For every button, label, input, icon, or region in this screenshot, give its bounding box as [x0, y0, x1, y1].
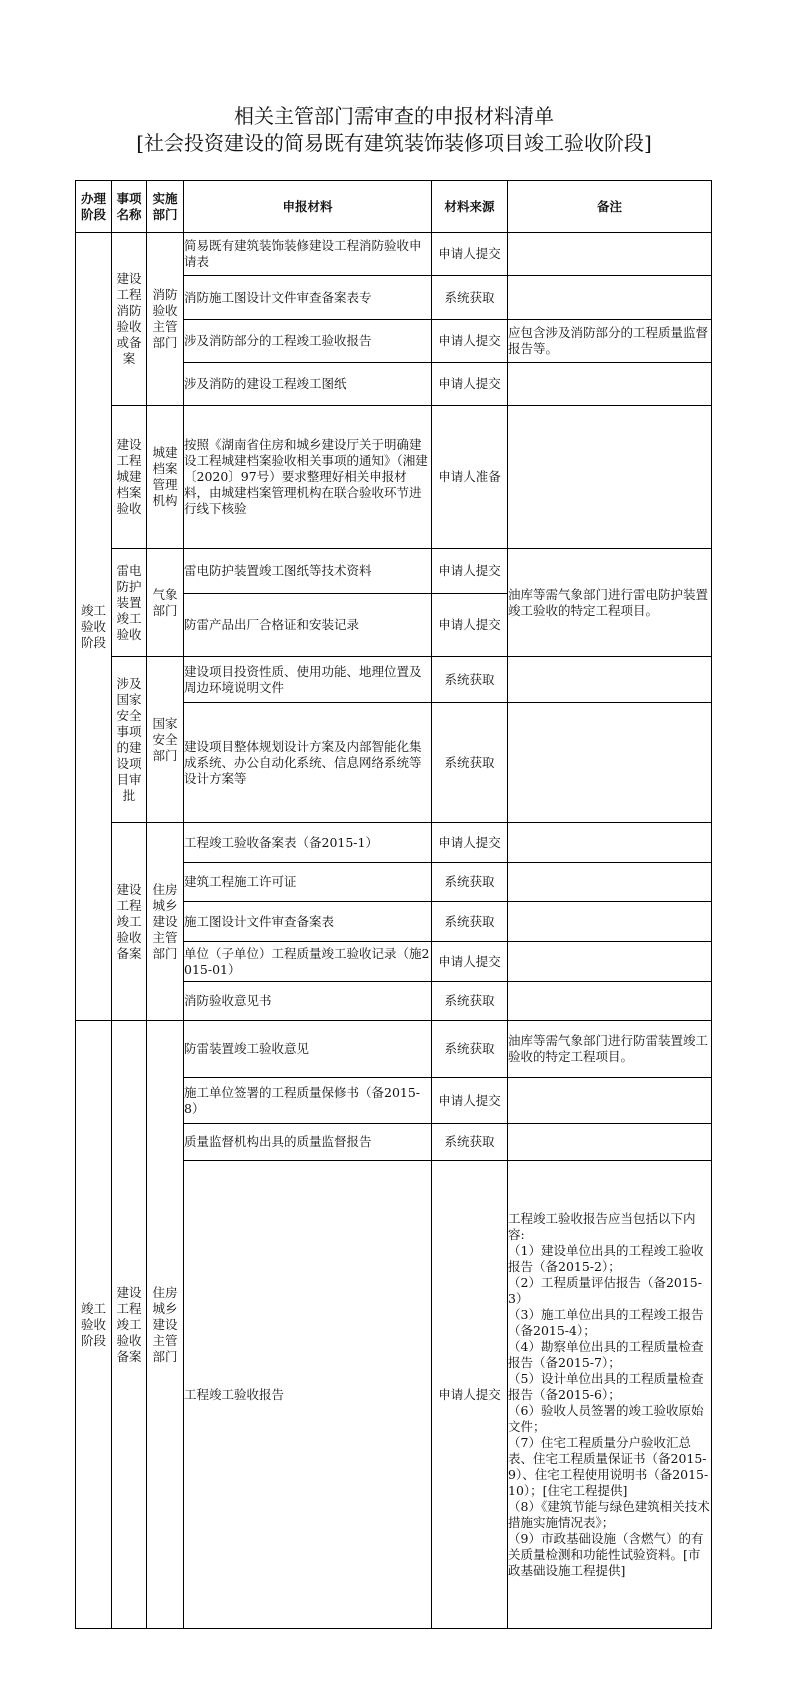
remark-cell: [508, 1124, 712, 1161]
source-cell: 系统获取: [432, 1021, 508, 1078]
table-row: [76, 823, 712, 863]
table-row: [76, 233, 712, 276]
material-cell: 建设项目投资性质、使用功能、地理位置及周边环境说明文件: [184, 657, 432, 703]
item-cell: 建设工程消防验收或备案: [112, 233, 147, 406]
source-cell: 申请人提交: [432, 363, 508, 406]
report-remark-line: （6）验收人员签署的竣工验收原始文件；: [508, 1402, 704, 1434]
report-remark-cell: [508, 1161, 712, 1629]
remark-cell: 油库等需气象部门进行雷电防护装置竣工验收的特定工程项目。: [508, 549, 712, 657]
material-cell: 简易既有建筑装饰装修建设工程消防验收申请表: [184, 233, 432, 276]
report-remark-line: 工程竣工验收报告应当包括以下内容:: [508, 1210, 696, 1242]
remark-cell: [508, 823, 712, 863]
dept-cell: 住房城乡建设主管部门: [147, 1021, 184, 1629]
source-cell: 系统获取: [432, 657, 508, 703]
report-remark-line: （9）市政基础设施（含燃气）的有关质量检测和功能性试验资料。[市政基础设施工程提供]: [508, 1530, 704, 1578]
materials-table: [75, 180, 712, 1629]
material-cell: 施工单位签署的工程质量保修书（备2015-8）: [184, 1078, 432, 1124]
source-cell: 系统获取: [432, 863, 508, 902]
source-cell: 申请人提交: [432, 823, 508, 863]
material-cell: 涉及消防部分的工程竣工验收报告: [184, 320, 432, 363]
remark-cell: 油库等需气象部门进行防雷装置竣工验收的特定工程项目。: [508, 1021, 712, 1078]
dept-cell: 城建档案管理机构: [147, 406, 184, 549]
material-cell: 按照《湖南省住房和城乡建设厅关于明确建设工程城建档案验收相关事项的通知》（湘建〔2020〕97号）要求整理好相关申报材料，由城建档案管理机构在联合验收环节进行线下核验: [184, 406, 432, 549]
material-cell: 防雷产品出厂合格证和安装记录: [184, 594, 432, 657]
material-cell: 质量监督机构出具的质量监督报告: [184, 1124, 432, 1161]
source-cell: 系统获取: [432, 703, 508, 823]
remark-cell: [508, 363, 712, 406]
remark-cell: [508, 902, 712, 942]
source-cell: 申请人提交: [432, 233, 508, 276]
dept-cell: 消防验收主管部门: [147, 233, 184, 406]
material-cell: 工程竣工验收备案表（备2015-1）: [184, 823, 432, 863]
source-cell: 申请人提交: [432, 1161, 508, 1629]
table-row: [76, 1021, 712, 1078]
material-cell: 雷电防护装置竣工图纸等技术资料: [184, 549, 432, 594]
dept-cell: 气象部门: [147, 549, 184, 657]
source-cell: 系统获取: [432, 982, 508, 1021]
material-cell: 工程竣工验收报告: [184, 1161, 432, 1629]
remark-cell: [508, 703, 712, 823]
source-cell: 申请人提交: [432, 320, 508, 363]
header-source: 材料来源: [432, 181, 508, 233]
report-remark-line: （7）住宅工程质量分户验收汇总表、住宅工程质量保证书（备2015-9）、住宅工程使用说明书（备2015-10）；[住宅工程提供]: [508, 1434, 709, 1498]
stage-cell: 竣工验收阶段: [76, 233, 112, 1021]
stage-cell: 竣工验收阶段: [76, 1021, 112, 1629]
source-cell: 申请人提交: [432, 594, 508, 657]
remark-cell: [508, 863, 712, 902]
item-cell: 建设工程竣工验收备案: [112, 823, 147, 1021]
report-remark-line: （4）勘察单位出具的工程质量检查报告（备2015-7）；: [508, 1338, 704, 1370]
page-title: 相关主管部门需审查的申报材料清单: [234, 104, 554, 128]
dept-cell: 住房城乡建设主管部门: [147, 823, 184, 1021]
remark-cell: [508, 1078, 712, 1124]
table-row: [76, 549, 712, 594]
remark-cell: 应包含涉及消防部分的工程质量监督报告等。: [508, 320, 712, 363]
header-material: 申报材料: [184, 181, 432, 233]
report-remark-line: （8）《建筑节能与绿色建筑相关技术措施实施情况表》；: [508, 1498, 710, 1530]
item-cell: 雷电防护装置竣工验收: [112, 549, 147, 657]
item-cell: 建设工程城建档案验收: [112, 406, 147, 549]
source-cell: 系统获取: [432, 276, 508, 320]
material-cell: 消防施工图设计文件审查备案表专: [184, 276, 432, 320]
table-header-row: [76, 181, 712, 233]
source-cell: 申请人准备: [432, 406, 508, 549]
source-cell: 申请人提交: [432, 549, 508, 594]
source-cell: 系统获取: [432, 1124, 508, 1161]
dept-cell: 国家安全部门: [147, 657, 184, 823]
header-dept: 实施部门: [147, 181, 184, 233]
material-cell: 建筑工程施工许可证: [184, 863, 432, 902]
report-remark-line: （2）工程质量评估报告（备2015-3）: [508, 1274, 702, 1306]
header-stage: 办理阶段: [76, 181, 112, 233]
table-row: [76, 406, 712, 549]
report-remark-line: （5）设计单位出具的工程质量检查报告（备2015-6）；: [508, 1370, 704, 1402]
material-cell: 施工图设计文件审查备案表: [184, 902, 432, 942]
material-cell: 防雷装置竣工验收意见: [184, 1021, 432, 1078]
source-cell: 系统获取: [432, 902, 508, 942]
page-subtitle: [社会投资建设的简易既有建筑装饰装修项目竣工验收阶段]: [136, 131, 652, 155]
remark-cell: [508, 942, 712, 982]
remark-cell: [508, 233, 712, 276]
item-cell: 建设工程竣工验收备案: [112, 1021, 147, 1629]
item-cell: 涉及国家安全事项的建设项目审批: [112, 657, 147, 823]
table-row: [76, 657, 712, 703]
material-cell: 消防验收意见书: [184, 982, 432, 1021]
material-cell: 建设项目整体规划设计方案及内部智能化集成系统、办公自动化系统、信息网络系统等设计方案等: [184, 703, 432, 823]
remark-cell: [508, 406, 712, 549]
report-remark-line: （3）施工单位出具的工程竣工报告（备2015-4）；: [508, 1306, 704, 1338]
remark-cell: [508, 657, 712, 703]
remark-cell: [508, 276, 712, 320]
source-cell: 申请人提交: [432, 942, 508, 982]
remark-cell: [508, 982, 712, 1021]
header-remark: 备注: [508, 181, 712, 233]
header-item: 事项名称: [112, 181, 147, 233]
material-cell: 涉及消防的建设工程竣工图纸: [184, 363, 432, 406]
report-remark-line: （1）建设单位出具的工程竣工验收报告（备2015-2）；: [508, 1242, 704, 1274]
material-cell: 单位（子单位）工程质量竣工验收记录（施2015-01）: [184, 942, 432, 982]
source-cell: 申请人提交: [432, 1078, 508, 1124]
